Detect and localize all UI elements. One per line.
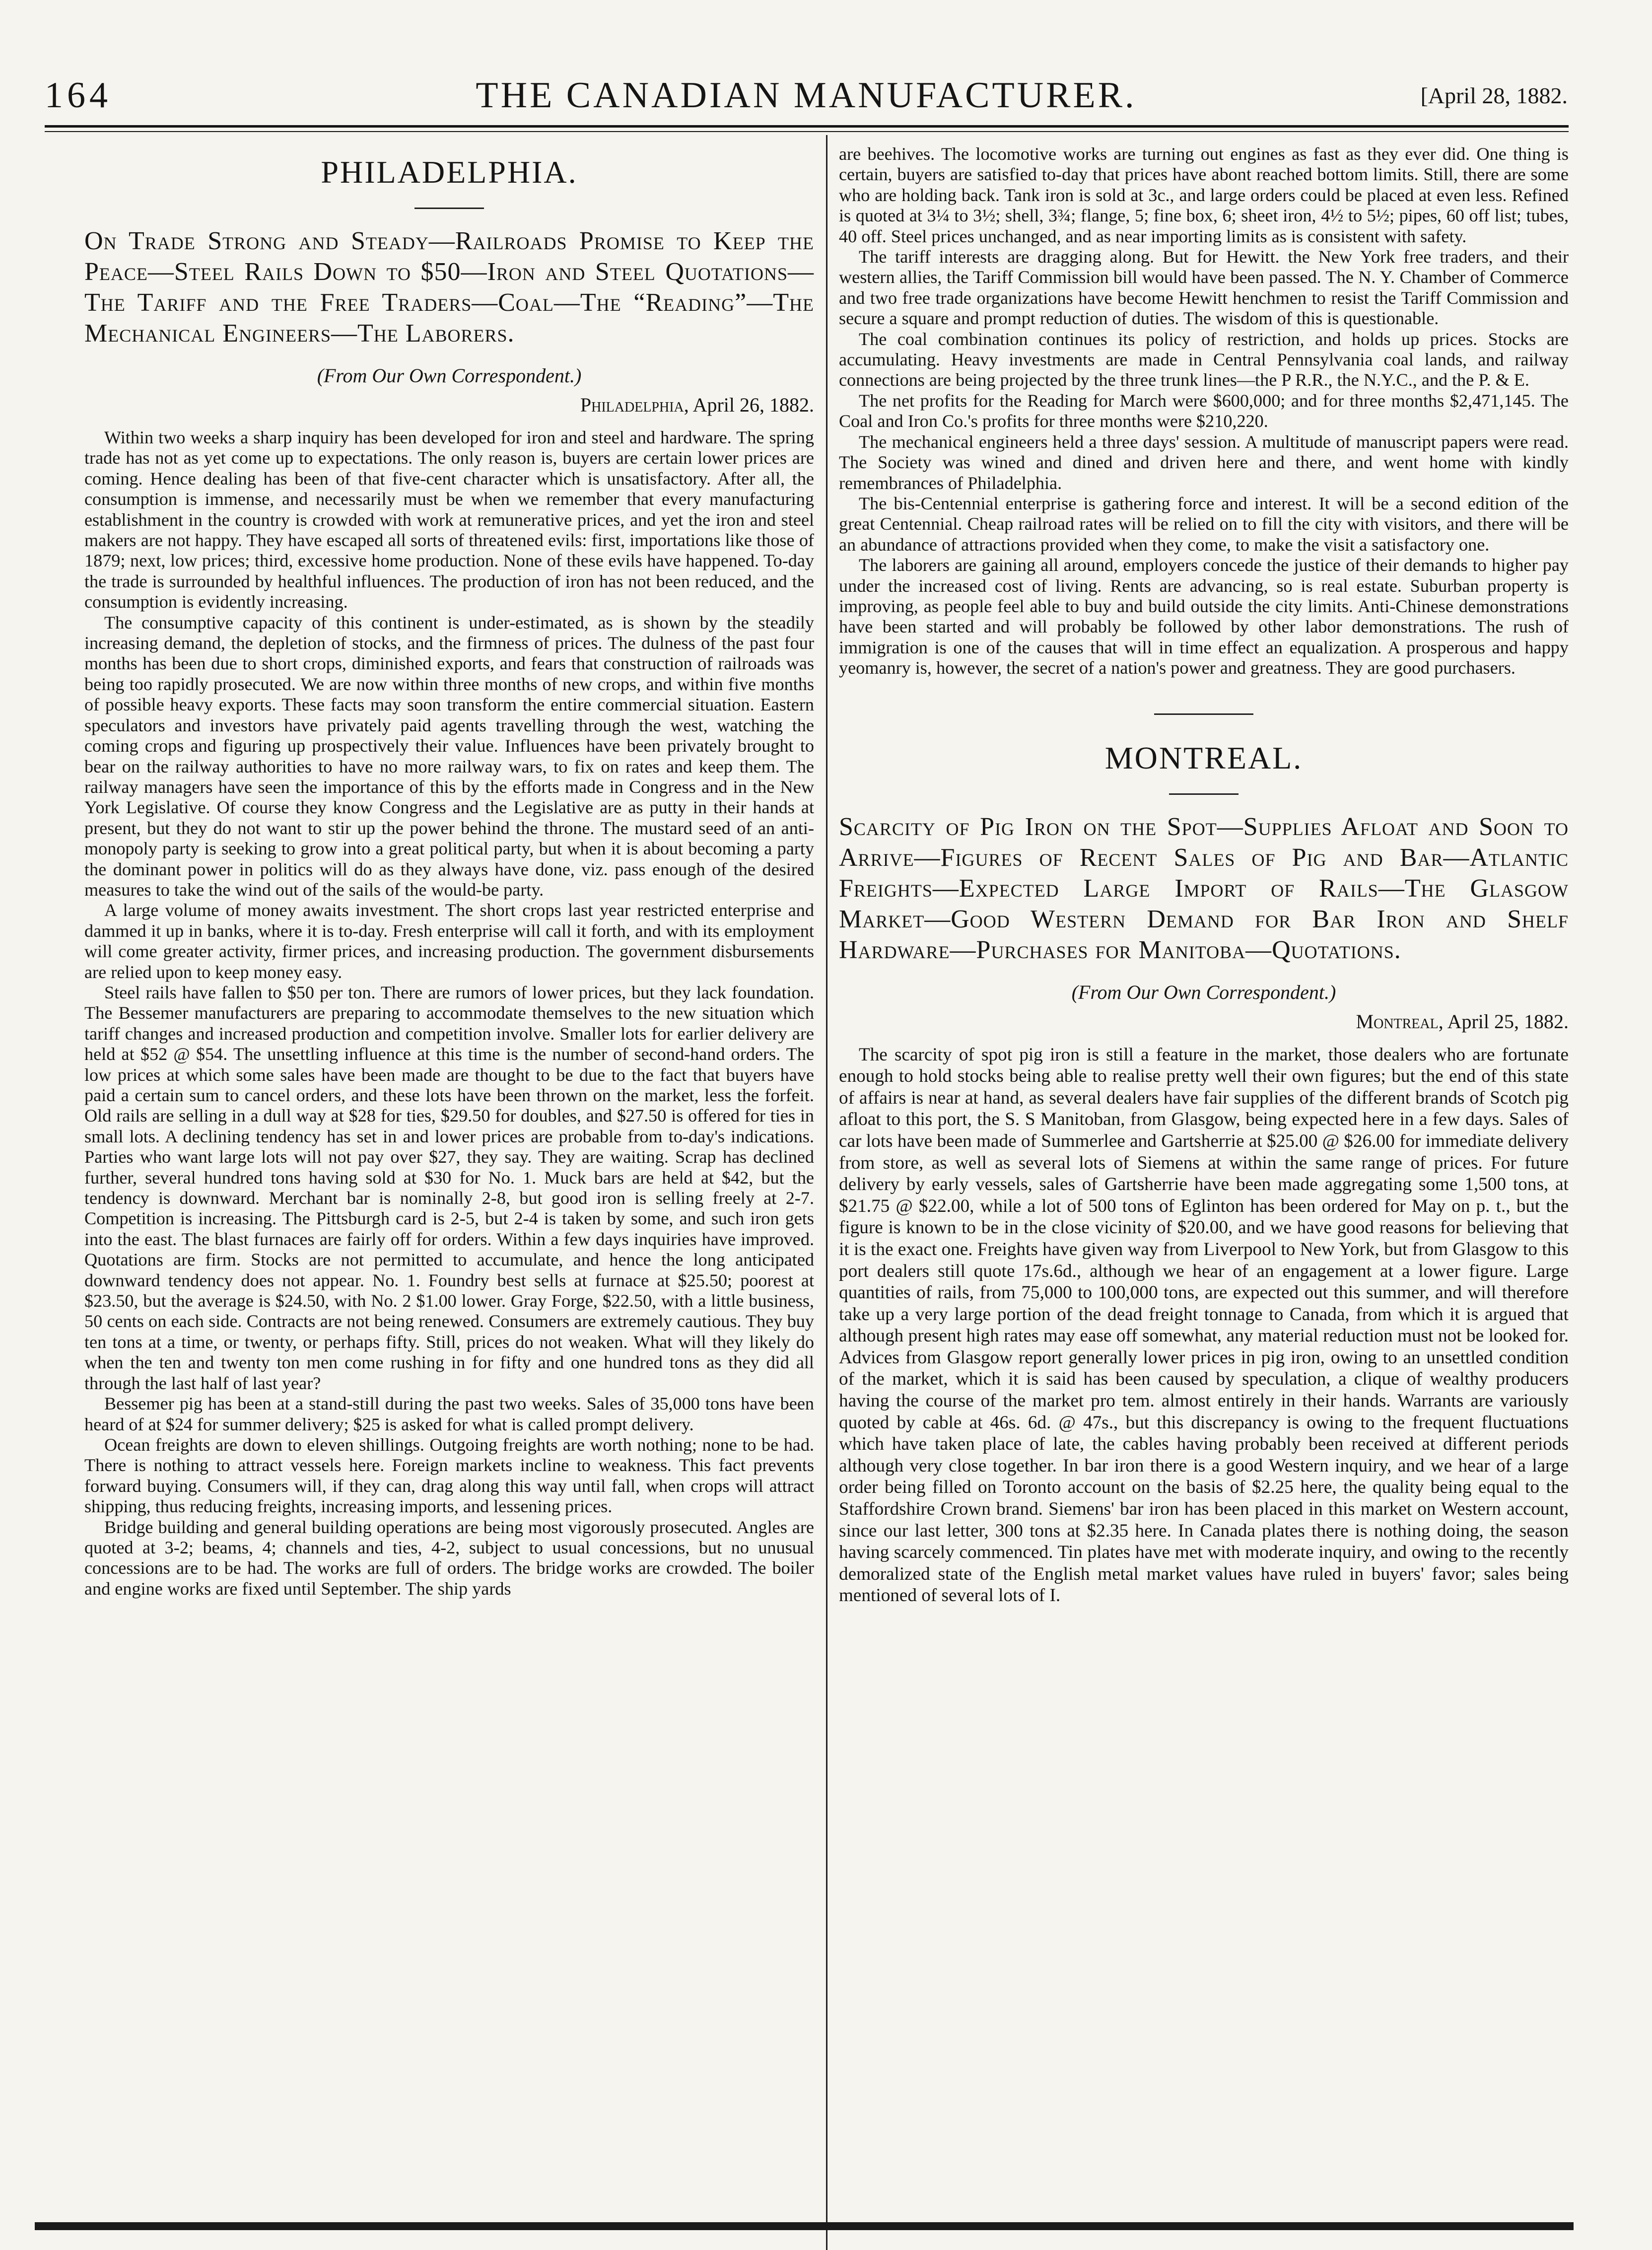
montreal-body	[839, 1044, 1569, 1607]
philadelphia-byline: (From Our Own Correspondent.)	[317, 364, 582, 387]
header-rule-thin	[45, 131, 1569, 132]
paragraph: A large volume of money awaits investment. The short crops last year restricted enterprise and dammed it up in banks, where it is to-day. Fresh enterprise will call it forth, and with its employment will come greater activity, firmer prices, and increasing production. The government disbursements are relied upon to keep money easy.	[84, 900, 814, 982]
right-column	[839, 144, 1569, 1607]
paragraph: The scarcity of spot pig iron is still a feature in the market, those dealers who are fortunate enough to hold stocks being able to realise pretty well their own figures; but the end of this state of affairs is near at hand, as several dealers have fair supplies of the different brands of Scotch pig afloat to this port, the S. S Manitoban, from Glasgow, being expected here in a few days. Sales of car lots have been made of Summerlee and Gartsherrie at $25.00 @ $26.00 for immediate delivery from store, as well as several lots of Siemens at within the same range of prices. For future delivery by early vessels, sales of Gartsherrie have been made aggregating some 1,500 tons, at $21.75 @ $22.00, while a lot of 500 tons of Eglinton has been ordered for May on p. t., but the figure is known to be in the close vicinity of $20.00, and we have good reasons for believing that it is the exact one. Freights have given way from Liverpool to New York, but from Glasgow to this port dealers still quote 17s.6d., although we hear of an engagement at a lower figure. Large quantities of rails, from 75,000 to 100,000 tons, are expected out this summer, and will therefore take up a very large portion of the dead freight tonnage to Canada, from which it is argued that although present high rates may ease off somewhat, any material reduction must not be looked for. Advices from Glasgow report generally lower prices in pig iron, owing to an unsettled condition of the market, which it is said has been caused by speculation, a clique of wealthy producers having the course of the market pro tem. almost entirely in their hands. Warrants are variously quoted by cable at 46s. 6d. @ 47s., but this discrepancy is owing to the frequent fluctuations which have taken place of late, the cables having probably been received at different periods although very close together. In bar iron there is a good Western inquiry, and we hear of a large order being filled on Toronto account on the basis of $2.25 here, the quality being equal to the Staffordshire Crown brand. Siemens' bar iron has been placed in this market on Western account, since our last letter, 300 tons at $2.35 here. In Canada plates there is nothing doing, the season having scarcely commenced. Tin plates have met with moderate inquiry, and owing to the recently demoralized state of the English metal market values have ruled in buyers' favor; sales being mentioned of several lots of I.	[839, 1044, 1569, 1606]
paragraph: Within two weeks a sharp inquiry has been developed for iron and steel and hardware. The spring trade has not as yet come up to expectations. The only reason is, buyers are certain lower prices are coming. Hence dealing has been of that five-cent character which is unsatisfactory. After all, the consumption is immense, and necessarily must be when we remember that every manufacturing establishment in the country is crowded with work at remunerative prices, and yet the iron and steel makers are not happy. They have escaped all sorts of threatened evils: first, importations like those of 1879; next, low prices; third, excessive home production. None of these evils have happened. To-day the trade is surrounded by healthful influences. The production of iron has not been reduced, and the consumption is evidently increasing.	[84, 427, 814, 612]
bottom-rule	[35, 2222, 1574, 2230]
paragraph: are beehives. The locomotive works are turning out engines as fast as they ever did. One thing is certain, buyers are satisfied to-day that prices have abont reached bottom limits. Still, there are some who are holding back. Tank iron is sold at 3c., and large orders could be placed at even less. Refined is quoted at 3¼ to 3½; shell, 3¾; flange, 5; fine box, 6; sheet iron, 4½ to 5½; pipes, 60 off list; tubes, 40 off. Steel prices unchanged, and as near importing limits as is consistent with safety.	[839, 144, 1569, 246]
montreal-dateline	[839, 1010, 1569, 1033]
paragraph: The coal combination continues its policy of restriction, and holds up prices. Stocks are accumulating. Heavy investments are made in Central Pennsylvania coal lands, and railway connections are being projected by the three trunk lines—the P R.R., the N.Y.C., and the P. & E.	[839, 329, 1569, 390]
montreal-subhead: Scarcity of Pig Iron on the Spot—Supplies Afloat and Soon to Arrive—Figures of Recent Sales of Pig and Bar—Atlantic Freights—Expected Large Import of Rails—The Glasgow Market—Good Western Demand for Bar Iron and Shelf Hardware—Purchases for Manitoba—Quotations.	[839, 812, 1569, 964]
philadelphia-continued	[839, 144, 1569, 679]
paragraph: The consumptive capacity of this continent is under-estimated, as is shown by the steadily increasing demand, the depletion of stocks, and the firmness of prices. The dulness of the past four months has been due to short crops, diminished exports, and fears that construction of railroads was being too rapidly prosecuted. We are now within three months of new crops, and within five months of possible heavy exports. These facts may soon transform the entire commercial situation. Eastern speculators and investors have privately paid agents travelling through the west, watching the coming crops and figuring up prospectively their value. Influences have been privately brought to bear on the railway authorities to have no more railway wars, to fix on rates and keep them. The railway managers have seen the importance of this by the efforts made in Congress and in the New York Legislative. Of course they know Congress and the Legislative are as putty in their hands at present, but they do not want to stir up the power behind the throne. The mustard seed of an anti-monopoly party is seeking to grow into a great political party, but when it is about becoming a party the dominant power in politics will do as they always have done, viz. pass enough of the desired measures to take the wind out of the sails of the would-be party.	[84, 612, 814, 900]
paragraph: The tariff interests are dragging along. But for Hewitt. the New York free traders, and their western allies, the Tariff Commission bill would have been passed. The N. Y. Chamber of Commerce and two free trade organizations have become Hewitt henchmen to resist the Tariff Commission and secure a square and prompt reduction of duties. The wisdom of this is questionable.	[839, 247, 1569, 329]
title-dash	[1169, 793, 1239, 795]
dateline-place: Montreal,	[1356, 1010, 1444, 1033]
dateline-date: April 26, 1882.	[692, 394, 814, 416]
philadelphia-subhead: On Trade Strong and Steady—Railroads Promise to Keep the Peace—Steel Rails Down to $50—Iron and Steel Quotations—The Tariff and the Free Traders—Coal—The “Reading”—The Mechanical Engineers—The Laborers.	[84, 227, 814, 348]
section-divider	[1154, 713, 1253, 715]
paragraph: Steel rails have fallen to $50 per ton. There are rumors of lower prices, but they lack foundation. The Bessemer manufacturers are preparing to accommodate themselves to the new situation which tariff changes and increased production and competition involve. Smaller lots for earlier delivery are held at $52 @ $54. The unsettling influence at this time is the number of second-hand orders. The low prices at which some sales have been made are thought to be due to the fact that buyers have paid a certain sum to cancel orders, and these lots have been thrown on the market, less the forfeit. Old rails are selling in a dull way at $28 for ties, $29.50 for doubles, and $27.50 is offered for ties in small lots. A declining tendency has set in and lower prices are probable from to-day's indications. Parties who want large lots will not pay over $27, they say. They are waiting. Scrap has declined further, several hundred tons having sold at $30 for No. 1. Muck bars are held at $42, but the tendency is downward. Merchant bar is nominally 2-8, but good iron is selling freely at 2-7. Competition is increasing. The Pittsburgh card is 2-5, but 2-4 is taken by some, and such iron gets into the east. The blast furnaces are fairly off for orders. Within a few days inquiries have improved. Quotations are firm. Stocks are not permitted to accumulate, and hence the long anticipated downward tendency does not appear. No. 1. Foundry best sells at furnace at $25.50; poorest at $23.50, but the average is $24.50, with No. 2 $1.00 lower. Gray Forge, $22.50, with a little business, 50 cents on each side. Contracts are not being renewed. Consumers are extremely cautious. They buy ten tons at a time, or twenty, or perhaps fifty. Still, prices do not weaken. What will they likely do when the ten and twenty ton men come rushing in for fifty and one hundred tons as they did all through the last half of last year?	[84, 982, 814, 1393]
montreal-byline: (From Our Own Correspondent.)	[1071, 981, 1336, 1003]
paragraph: Bessemer pig has been at a stand-still during the past two weeks. Sales of 35,000 tons have been heard of at $24 for summer delivery; $25 is asked for what is called prompt delivery.	[84, 1394, 814, 1434]
philadelphia-body	[84, 427, 814, 1599]
paragraph: Ocean freights are down to eleven shillings. Outgoing freights are worth nothing; none to be had. There is nothing to attract vessels here. Foreign markets incline to weakness. This fact prevents forward buying. Consumers will, if they can, drag along this way until fall, when crops will attract shipping, thus reducing freights, increasing imports, and lessening prices.	[84, 1434, 814, 1517]
paragraph: The bis-Centennial enterprise is gathering force and interest. It will be a second edition of the great Centennial. Cheap railroad rates will be relied on to fill the city with visitors, and there will be an abundance of attractions provided when they come, to make the visit a satisfactory one.	[839, 493, 1569, 555]
dateline-place: Philadelphia,	[580, 394, 689, 416]
philadelphia-article	[84, 144, 814, 1599]
philadelphia-dateline	[84, 393, 814, 417]
publication-title: THE CANADIAN MANUFACTURER.	[476, 75, 1137, 116]
title-dash	[414, 208, 484, 209]
philadelphia-title: PHILADELPHIA.	[321, 154, 578, 190]
issue-date: [April 28, 1882.	[1420, 83, 1568, 108]
montreal-title: MONTREAL.	[1104, 740, 1303, 775]
paragraph: The mechanical engineers held a three days' session. A multitude of manuscript papers were read. The Society was wined and dined and driven here and there, and went home with kindly remembrances of Philadelphia.	[839, 431, 1569, 493]
header-rule-thick	[45, 125, 1569, 128]
dateline-date: April 25, 1882.	[1447, 1010, 1569, 1033]
paragraph: Bridge building and general building operations are being most vigorously prosecuted. Angles are quoted at 3-2; beams, 4; channels and ties, 4-2, subject to usual concessions, but no unusual concessions are to be had. The works are full of orders. The bridge works are crowded. The boiler and engine works are fixed until September. The ship yards	[84, 1517, 814, 1599]
column-divider	[826, 135, 827, 2250]
paragraph: The laborers are gaining all around, employers concede the justice of their demands to higher pay under the increased cost of living. Rents are advancing, so is real estate. Suburban property is improving, as people feel able to buy and build outside the city limits. Anti-Chinese demonstrations have been started and will probably be followed by other labor demonstrations. The rush of immigration is one of the causes that will in time effect an equalization. A prosperous and happy yeomanry is, however, the secret of a nation's power and greatness. They are good purchasers.	[839, 555, 1569, 678]
paragraph: The net profits for the Reading for March were $600,000; and for three months $2,471,145. The Coal and Iron Co.'s profits for three months were $210,220.	[839, 390, 1569, 431]
page-number: 164	[45, 75, 112, 116]
montreal-article	[839, 740, 1569, 1607]
